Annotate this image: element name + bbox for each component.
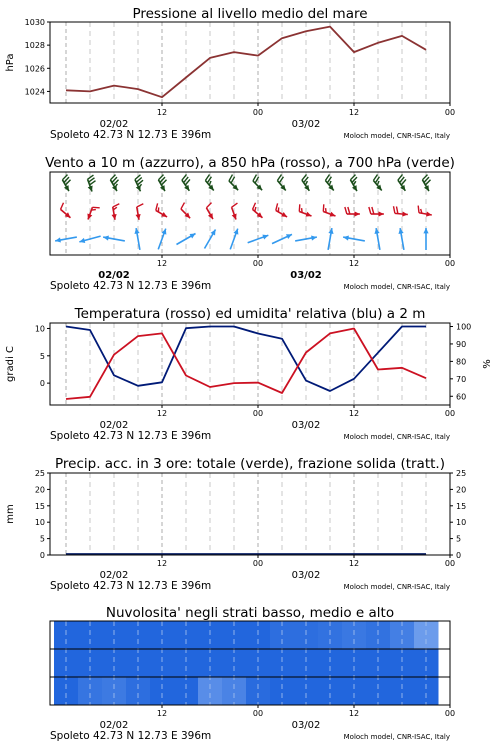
wind-barb-feather — [396, 206, 397, 213]
cloud-cell — [318, 677, 343, 705]
cloud-cell — [126, 677, 151, 705]
x-tick-label: 12 — [348, 709, 360, 718]
station-label: Spoleto 42.73 N 12.73 E 396m — [50, 730, 212, 742]
cloud-cell — [102, 649, 127, 677]
cloud-cell — [150, 649, 175, 677]
cloud-cell — [246, 649, 271, 677]
x-tick-label: 00 — [444, 409, 456, 418]
clouds-panel — [50, 605, 455, 742]
y2-tick-label: 10 — [456, 518, 467, 528]
chart-title: Pressione al livello medio del mare — [132, 6, 368, 22]
wind-850hpa-barb — [112, 204, 120, 220]
y2-tick-label: 100 — [456, 322, 472, 332]
wind-10m-barb — [423, 228, 428, 250]
wind-850hpa-barb — [181, 203, 190, 219]
cloud-cell — [126, 649, 151, 677]
y-tick-label: 1024 — [24, 87, 45, 97]
y-axis-label: mm — [5, 504, 16, 524]
y-tick-label: 10 — [34, 518, 45, 528]
cloud-cell — [366, 649, 391, 677]
y-tick-label: 5 — [39, 351, 45, 361]
y2-tick-label: 15 — [456, 501, 467, 511]
wind-10m-barb — [328, 228, 333, 250]
credit-label: Moloch model, CNR-ISAC, Italy — [343, 433, 450, 441]
cloud-cell — [102, 677, 127, 705]
wind-barb-head — [306, 212, 312, 217]
wind-barb-feather — [156, 203, 158, 210]
chart-title: Precip. acc. in 3 ore: totale (verde), frazione solida (tratt.) — [55, 456, 445, 472]
cloud-cell — [54, 677, 79, 705]
cloud-cell — [174, 649, 199, 677]
wind-700hpa-barb — [325, 174, 333, 190]
date-label: 03/02 — [291, 420, 321, 431]
cloud-cell — [198, 677, 223, 705]
wind-barb-head — [330, 212, 336, 217]
y-tick-label: 1028 — [24, 41, 45, 51]
y-axis-label: gradi C — [5, 346, 16, 382]
y2-tick-label: 80 — [456, 357, 467, 367]
wind-850hpa-barb — [345, 207, 360, 217]
wind-barb-feather — [372, 207, 374, 214]
y-tick-label: 0 — [39, 551, 45, 560]
wind-850hpa-barb — [136, 204, 144, 220]
x-tick-label: 00 — [252, 108, 264, 117]
wind-barb-feather — [323, 204, 324, 211]
y-axis-label: hPa — [5, 53, 16, 72]
date-label: 02/02 — [99, 570, 129, 581]
cloud-cell — [246, 677, 271, 705]
wind-barb-feather — [276, 203, 278, 210]
cloud-cell — [294, 649, 319, 677]
station-label: Spoleto 42.73 N 12.73 E 396m — [50, 129, 212, 141]
date-label: 03/02 — [290, 270, 322, 281]
wind-barb-head — [354, 211, 359, 216]
x-tick-label: 12 — [348, 259, 360, 268]
x-tick-label: 12 — [156, 108, 168, 117]
y-tick-label: 1026 — [24, 64, 45, 74]
wind-700hpa-barb — [88, 175, 96, 191]
wind-850hpa-barb — [232, 203, 238, 219]
cloud-cell — [222, 649, 247, 677]
x-tick-label: 12 — [348, 409, 360, 418]
x-tick-label: 00 — [252, 259, 264, 268]
date-label: 03/02 — [291, 119, 321, 130]
plot-frame — [50, 22, 450, 103]
wind-10m-barb — [134, 228, 139, 250]
date-label: 03/02 — [291, 720, 321, 731]
wind-850hpa-barb — [369, 207, 384, 217]
y2-tick-label: 25 — [456, 469, 467, 478]
wind-barb-feather — [348, 207, 350, 214]
credit-label: Moloch model, CNR-ISAC, Italy — [343, 583, 450, 591]
wind-barb-head — [378, 211, 383, 216]
cloud-cell — [342, 649, 367, 677]
y2-tick-label: 20 — [456, 485, 467, 495]
y2-tick-label: 5 — [456, 534, 462, 544]
chart-title: Temperatura (rosso) ed umidita' relativa (blu) a 2 m — [74, 306, 426, 322]
cloud-cell — [78, 677, 103, 705]
date-label: 02/02 — [99, 119, 129, 130]
wind-850hpa-barb — [61, 203, 71, 218]
cloud-cell — [366, 677, 391, 705]
wind-barb-feather — [209, 181, 211, 185]
cloud-cell — [318, 649, 343, 677]
wind-barb-head — [402, 211, 408, 216]
cloud-cell — [414, 677, 439, 705]
temperature-panel — [5, 306, 493, 442]
cloud-cell — [222, 677, 247, 705]
cloud-cell — [198, 649, 223, 677]
station-label: Spoleto 42.73 N 12.73 E 396m — [50, 580, 212, 592]
wind-barb-feather — [92, 207, 99, 208]
wind-700hpa-barb — [62, 175, 70, 191]
x-tick-label: 00 — [252, 409, 264, 418]
wind-barb-feather — [326, 208, 327, 212]
chart-title: Nuvolosita' negli strati basso, medio e alto — [105, 605, 395, 621]
y2-tick-label: 70 — [456, 374, 467, 384]
pressure-line — [66, 27, 426, 98]
y2-tick-label: 0 — [456, 551, 462, 560]
cloud-cell — [294, 677, 319, 705]
wind-barb-feather — [253, 175, 257, 181]
wind-barb-feather — [329, 181, 331, 185]
wind-850hpa-barb — [393, 206, 407, 216]
y-tick-label: 10 — [34, 324, 45, 334]
cloud-cell — [390, 649, 415, 677]
x-tick-label: 00 — [252, 559, 264, 568]
wind-barb-feather — [206, 203, 211, 208]
station-label: Spoleto 42.73 N 12.73 E 396m — [50, 430, 212, 442]
wind-arrow-head — [262, 235, 268, 240]
wind-barb-feather — [302, 208, 303, 212]
wind-700hpa-barb — [110, 175, 118, 191]
plot-frame — [50, 323, 450, 405]
cloud-cell — [390, 677, 415, 705]
wind-barb-feather — [299, 204, 300, 211]
wind-barb-feather — [377, 181, 379, 185]
wind-barb-feather — [232, 203, 238, 207]
x-tick-label: 00 — [444, 108, 456, 117]
credit-label: Moloch model, CNR-ISAC, Italy — [343, 283, 450, 291]
date-label: 02/02 — [99, 420, 129, 431]
x-tick-label: 12 — [156, 559, 168, 568]
wind-700hpa-barb — [253, 175, 262, 191]
wind-700hpa-barb — [205, 174, 213, 190]
wind-850hpa-barb — [87, 207, 99, 219]
y2-tick-label: 90 — [456, 339, 467, 349]
cloud-cell — [414, 649, 439, 677]
plot-frame — [50, 473, 450, 555]
date-label: 03/02 — [291, 570, 321, 581]
x-tick-label: 00 — [444, 259, 456, 268]
date-label: 02/02 — [98, 270, 130, 281]
wind-700hpa-barb — [229, 175, 238, 191]
wind-700hpa-barb — [422, 175, 430, 191]
y-tick-label: 20 — [34, 485, 45, 495]
x-tick-label: 00 — [444, 559, 456, 568]
y-tick-label: 25 — [34, 469, 45, 478]
wind-barb-feather — [181, 203, 185, 209]
wind-barb-feather — [369, 207, 371, 214]
credit-label: Moloch model, CNR-ISAC, Italy — [343, 132, 450, 140]
wind-barb-feather — [393, 206, 394, 213]
cloud-cell — [174, 677, 199, 705]
wind-barb-feather — [61, 203, 64, 210]
y-tick-label: 15 — [34, 501, 45, 511]
wind-850hpa-barb — [299, 204, 311, 216]
x-tick-label: 00 — [252, 709, 264, 718]
chart-title: Vento a 10 m (azzurro), a 850 hPa (rosso), a 700 hPa (verde) — [45, 155, 455, 171]
cloud-cell — [270, 649, 295, 677]
x-tick-label: 12 — [348, 559, 360, 568]
precip-panel — [5, 456, 466, 592]
x-tick-label: 00 — [444, 709, 456, 718]
wind-barb-feather — [255, 207, 256, 211]
wind-850hpa-barb — [276, 203, 287, 217]
wind-10m-barb — [374, 228, 379, 250]
wind-700hpa-barb — [135, 175, 143, 192]
station-label: Spoleto 42.73 N 12.73 E 396m — [50, 280, 212, 292]
wind-850hpa-barb — [253, 203, 263, 218]
wind-10m-barb — [398, 228, 403, 250]
wind-barb-feather — [137, 204, 144, 207]
credit-label: Moloch model, CNR-ISAC, Italy — [343, 733, 450, 741]
cloud-cell — [270, 677, 295, 705]
date-label: 02/02 — [99, 720, 129, 731]
y2-tick-label: 60 — [456, 392, 467, 402]
wind-barb-feather — [91, 210, 95, 211]
wind-barb-feather — [418, 206, 419, 213]
cloud-cell — [150, 677, 175, 705]
temperature-line — [66, 329, 426, 400]
cloud-cell — [342, 677, 367, 705]
y-tick-label: 5 — [39, 534, 45, 544]
cloud-cell — [54, 649, 79, 677]
pressure-panel — [5, 6, 455, 141]
wind-850hpa-barb — [156, 203, 167, 217]
wind-barb-feather — [113, 204, 120, 207]
wind-arrow-head — [423, 228, 428, 233]
x-tick-label: 12 — [156, 409, 168, 418]
y-tick-label: 1030 — [24, 18, 45, 27]
y2-axis-label: % — [482, 359, 493, 369]
x-tick-label: 12 — [156, 259, 168, 268]
wind-700hpa-barb — [158, 175, 166, 191]
wind-panel — [45, 155, 455, 292]
wind-850hpa-barb — [418, 206, 432, 217]
wind-700hpa-barb — [373, 174, 381, 190]
cloud-cell — [78, 649, 103, 677]
wind-barb-feather — [345, 207, 347, 214]
wind-barb-feather — [229, 175, 233, 181]
wind-850hpa-barb — [323, 204, 335, 216]
y-tick-label: 0 — [39, 379, 45, 389]
x-tick-label: 12 — [348, 108, 360, 117]
x-tick-label: 12 — [156, 709, 168, 718]
wind-700hpa-barb — [277, 174, 285, 190]
